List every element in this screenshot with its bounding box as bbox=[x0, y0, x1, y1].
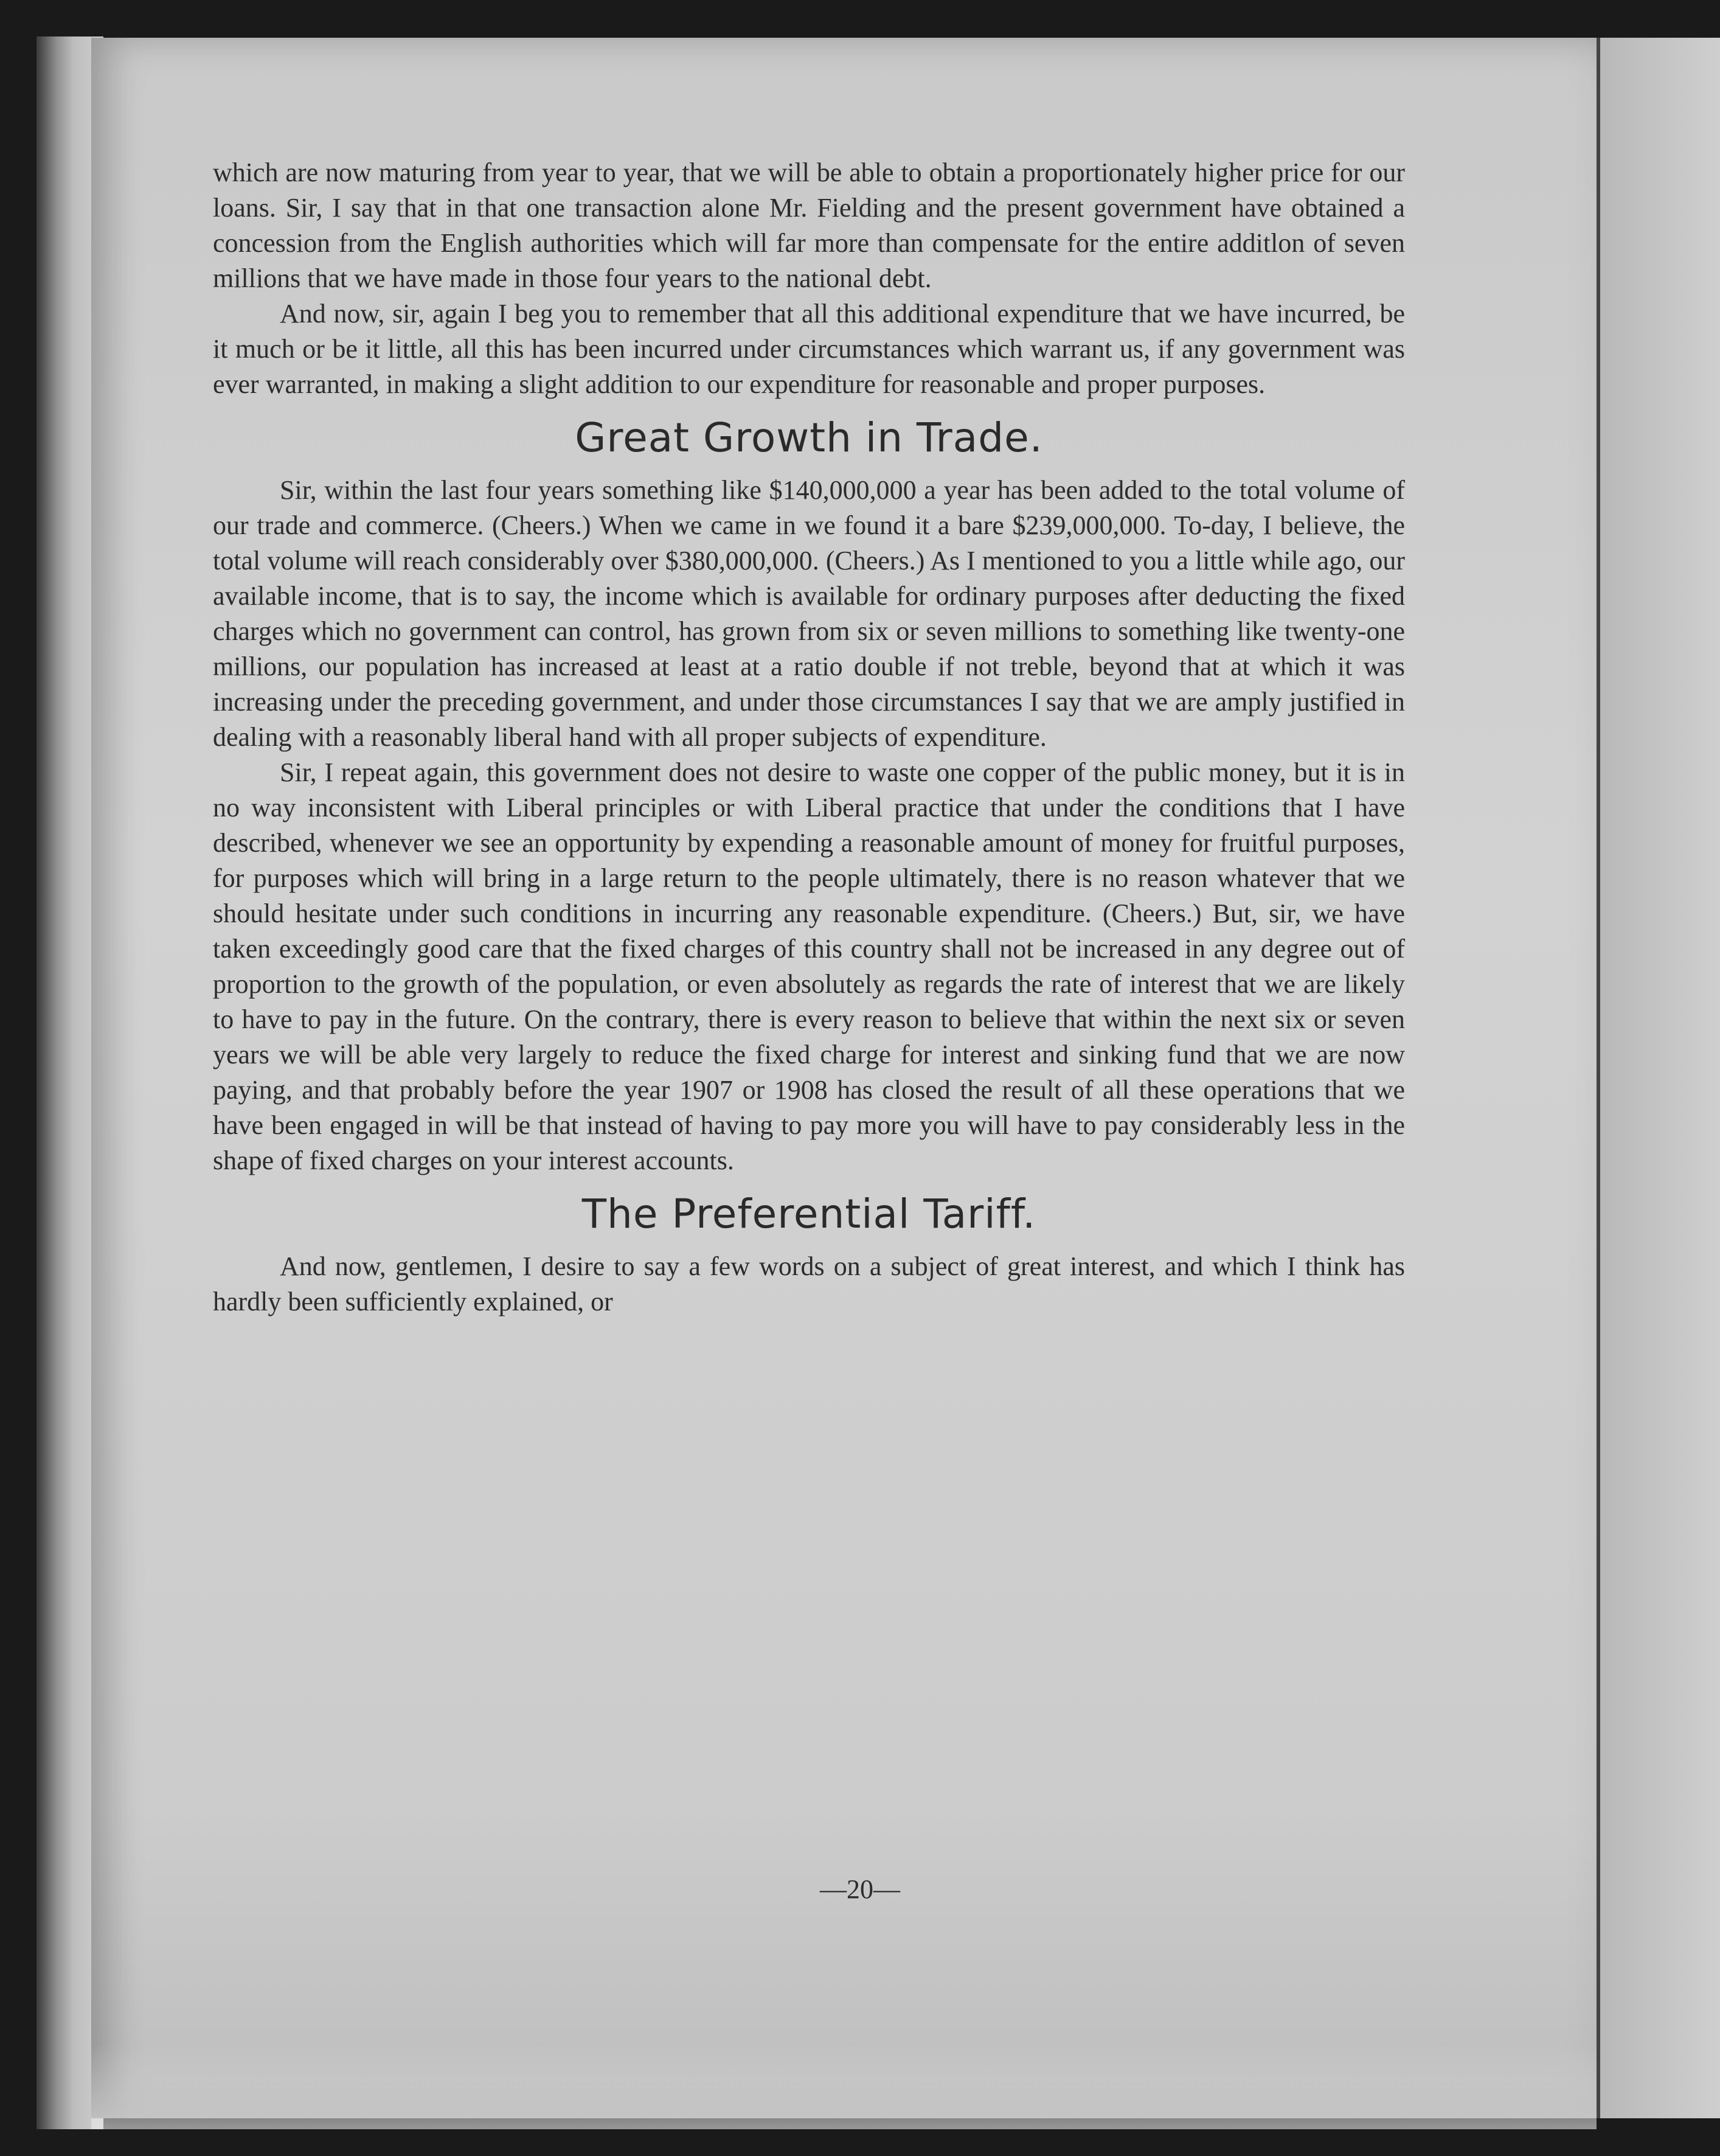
section-heading-trade: Great Growth in Trade. bbox=[575, 414, 1043, 461]
paragraph: which are now maturing from year to year, that we will be able to obtain a proportionately higher price for our loans. Sir, I say that in that one transaction alone Mr. Fielding and the present government have obtained a concession from the English authorities which will far more than compensate for the entire additlon of seven millions that we have made in those four years to the national debt. bbox=[213, 158, 1405, 293]
paragraph: And now, sir, again I beg you to remember that all this additional expenditure that we have incurred, be it much or be it little, all this has been incurred under circumstances which warrant us, if any government was ever warranted, in making a slight addition to our expenditure for reasonable and proper purposes. bbox=[213, 299, 1405, 399]
page-text bbox=[213, 155, 1405, 1320]
facing-page-edge bbox=[1600, 38, 1720, 2118]
paragraph: Sir, within the last four years something like $140,000,000 a year has been added to the total volume of our trade and commerce. (Cheers.) When we came in we found it a bare $239,000,000. To-day, I believe, the total volume will reach considerably over $380,000,000. (Cheers.) As I mentioned to you a little while ago, our available income, that is to say, the income which is available for ordinary purposes after deducting the fixed charges which no government can control, has grown from six or seven millions to something like twenty-one millions, our population has increased at least at a ratio double if not treble, beyond that at which it was increasing under the preceding government, and under those circumstances I say that we are amply justified in dealing with a reasonably liberal hand with all proper subjects of expenditure. bbox=[213, 475, 1405, 752]
page-number: —20— bbox=[820, 1874, 900, 1904]
paragraph: And now, gentlemen, I desire to say a few words on a subject of great interest, and which I think has hardly been sufficiently explained, or bbox=[213, 1251, 1405, 1316]
page-stain bbox=[91, 2044, 1597, 2129]
section-heading-tariff: The Preferential Tariff. bbox=[581, 1191, 1036, 1237]
paragraph: Sir, I repeat again, this government does not desire to waste one copper of the public money, but it is in no way inconsistent with Liberal principles or with Liberal practice that under the conditions that I have described, whenever we see an opportunity by expending a reasonable amount of money for fruitful purposes, for purposes which will bring in a large return to the people ultimately, there is no reason whatever that we should hesitate under such conditions in incurring any reasonable expenditure. (Cheers.) But, sir, we have taken exceedingly good care that the fixed charges of this country shall not be increased in any degree out of proportion to the growth of the population, or even absolutely as regards the rate of interest that we are likely to have to pay in the future. On the contrary, there is every reason to believe that within the next six or seven years we will be able very largely to reduce the fixed charge for interest and sinking fund that we are now paying, and that probably before the year 1907 or 1908 has closed the result of all these operations that we have been engaged in will be that instead of having to pay more you will have to pay considerably less in the shape of fixed charges on your interest accounts. bbox=[213, 757, 1405, 1175]
